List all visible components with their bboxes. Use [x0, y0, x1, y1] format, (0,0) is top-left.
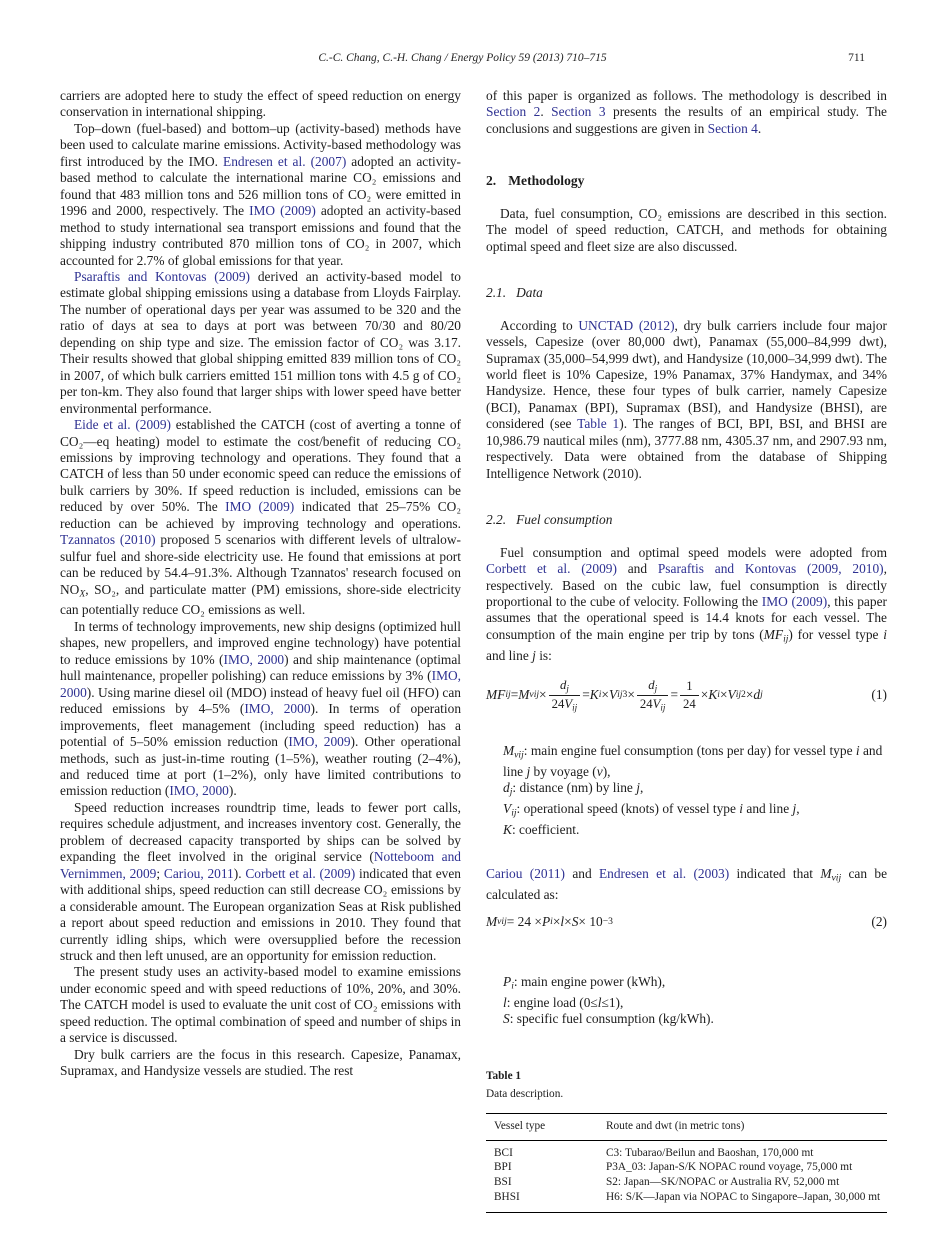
fraction: $\frac{1}{24}$: [680, 679, 699, 711]
variable-definition: dj: distance (nm) by line j,: [503, 780, 644, 798]
citation-link[interactable]: Psaraftis and Kontovas (2009): [74, 268, 250, 284]
citation-link[interactable]: IMO (2009): [761, 593, 828, 609]
intro-paragraph: of this paper is organized as follows. The methodology is described in Section 2. Section 3 presents the results of an empirical study. The conclusions and suggestions are given in Section 4.: [486, 88, 887, 136]
citation-link[interactable]: Psaraftis and Kontovas (2009, 2010): [657, 561, 884, 577]
body-paragraph: Psaraftis and Kontovas (2009) derived an activity-based model to estimate global shipping emissions using a database from Lloyds Fairplay. The number of operational days per year was assumed to be 320 and the ratio of days at sea to days at port was between 70/30 and 80/20 depending on ship type and size. The emission factor of CO₂ was 3.17. Their results showed that global shipping emitted 839 million tons of CO₂ in 2007, of which bulk carriers emitted 151 million tons with 4.5 g of CO₂ per ton-km. They also found that larger ships with lower speed have better environmental performance.: [60, 268, 461, 416]
citation-link[interactable]: Tzannatos (2010): [60, 532, 156, 548]
column-header-vessel-type: Vessel type: [494, 1119, 546, 1132]
citation-link[interactable]: IMO (2009): [225, 499, 295, 515]
cariou-paragraph: Cariou (2011) and Endresen et al. (2003) indicated that Mvij can be calculated as:: [486, 866, 888, 903]
variable-definition: S: specific fuel consumption (kg/kWh).: [503, 1011, 714, 1027]
subsection-title: Fuel consumption: [516, 512, 613, 528]
table-1: [486, 1113, 887, 1213]
data-paragraph: According to UNCTAD (2012), dry bulk carriers include four major vessels, Capesize (over 80,000 dwt), Panamax (55,000–84,999 dwt), Supramax (35,000–54,999 dwt), and Handysize (10,000–34,999 dwt). The world fleet is 10% Capesize, 19% Panamax, 37% Handymax, and 34% Handysize. Hence, these four types of bulk carrier, namely Capesize (BCI), Panamax (BPI), Supramax (BSI), and Handysize (BHSI), are considered (see Table 1). The ranges of BCI, BPI, BSI, and BHSI are 10,986.79 nautical miles (nm), 3777.88 nm, 4305.37 nm, and 2907.93 nm, respectively. Data were obtained from the database of Shipping Intelligence Network (2010).: [486, 317, 888, 481]
body-paragraph: Eide et al. (2009) established the CATCH (cost of averting a tonne of CO₂—eq heating) model to estimate the cost/benefit of reducing CO₂ emissions by improving technology and operations. They found that a CATCH of less than 50 under economic speed can reduce the emissions of bulk carriers by 30%. If speed reduction is included, emissions can be reduced by over 50%. The IMO (2009) indicated that 25–75% CO₂ reduction can be achieved by improving technology and operations. Tzannatos (2010) proposed 5 scenarios with different levels of ultralow-sulfur fuel and shore-side electricity use. He found that emissions at port can be reduced by 54.4–91.3%. Although Tzannatos' research focused on NOX, SO₂, and particulate matter (PM) emissions, shore-side electricity can potentially reduce CO₂ emissions as well.: [60, 417, 461, 618]
cell-vessel-type: BSI: [494, 1176, 512, 1189]
fraction: $\frac{dj}{\text{24Vij}}$: [637, 678, 669, 713]
citation-link[interactable]: Endresen et al. (2007): [223, 153, 347, 169]
variable-definitions-2: [503, 974, 887, 1028]
cell-route-dwt: C3: Tubarao/Beilun and Baoshan, 170,000 mt: [606, 1146, 814, 1159]
variable-definition: Pi: main engine power (kWh),: [503, 974, 666, 992]
right-column: [486, 88, 887, 1213]
equation-2: [486, 914, 887, 930]
subsection-heading-data: [486, 285, 887, 301]
citation-link[interactable]: Cariou (2011): [486, 866, 565, 882]
table-row: [486, 1176, 887, 1191]
citation-link[interactable]: Eide et al. (2009): [74, 417, 172, 433]
subsection-number: 2.1.: [486, 285, 507, 301]
citation-link[interactable]: Section 2: [486, 104, 541, 120]
fuel-consumption-paragraph: Fuel consumption and optimal speed models were adopted from Corbett et al. (2009) and Psaraftis and Kontovas (2009, 2010), respectively. Based on the cubic law, fuel consumption is directly proportional to the cube of velocity. Following the IMO (2009), this paper assumes that the operational speed is 14.4 knots for each vessel. The consumption of the main engine per trip by tons (MFij) for vessel type i and line j is:: [486, 544, 887, 663]
cell-vessel-type: BHSI: [494, 1190, 520, 1203]
equation-2-number: (2): [871, 913, 887, 929]
equation-1: [486, 678, 887, 713]
body-paragraph: Speed reduction increases roundtrip time, leads to fewer port calls, requires schedule adjustment, and increases inventory cost. Generally, the problem of decreased capacity transported by ships can be solved by expanding the fleet involved in the original service (Notteboom and Vernimmen, 2009; Cariou, 2011). Corbett et al. (2009) indicated that even with additional ships, speed reduction can still decrease CO₂ emissions by a considerable amount. The European organization Seas at Risk published a report about speed reduction and emissions in 2010. They found that currently idling ships, which were oversupplied before the recession struck and then left unused, are an opportunity for emission reduction.: [60, 799, 461, 963]
table-row: [486, 1140, 887, 1161]
citation-link[interactable]: IMO, 2009: [288, 734, 351, 750]
body-paragraph: Top–down (fuel-based) and bottom–up (activity-based) methods have been used to calculate marine emissions. Activity-based methodology was first introduced by the IMO. Endresen et al. (2007) adopted an activity-based method to calculate the international marine CO₂ emissions and found that 483 million tons and 526 million tons of CO₂ were emitted in 1996 and 2000, respectively. The IMO (2009) adopted an activity-based method to study international sea transport emissions and found that the shipping industry contributed 870 million tons of CO₂ in 2007, which accounted for 2.7% of global emissions for that year.: [60, 120, 461, 268]
body-paragraph: The present study uses an activity-based model to examine emissions under economic speed and with speed reductions of 10%, 20%, and 30%. The CATCH model is used to evaluate the unit cost of CO₂ emissions with speed reduction. The optimal combination of speed and number of ships in a service is discussed.: [60, 964, 461, 1046]
running-title: C.-C. Chang, C.-H. Chang / Energy Policy 59 (2013) 710–715: [318, 52, 607, 64]
left-column: [60, 88, 461, 1080]
table-1-caption: Data description.: [486, 1088, 564, 1101]
citation-link[interactable]: Notteboom and Vernimmen, 2009: [60, 849, 461, 881]
table-row: [486, 1191, 887, 1212]
citation-link[interactable]: Section 3: [551, 104, 606, 120]
cell-vessel-type: BCI: [494, 1146, 513, 1159]
variable-definition: Mvij: main engine fuel consumption (tons per day) for vessel type i and line j by voyage (v),: [503, 742, 883, 779]
section-number: 2.: [486, 173, 497, 189]
table-1-block: [486, 1068, 887, 1213]
citation-link[interactable]: UNCTAD (2012): [578, 317, 675, 333]
variable-definition: K: coefficient.: [503, 821, 580, 837]
citation-link[interactable]: IMO, 2000: [223, 651, 285, 667]
citation-link[interactable]: IMO (2009): [249, 203, 316, 219]
body-paragraph: Dry bulk carriers are the focus in this research. Capesize, Panamax, Supramax, and Handysize vessels are studied. The rest: [60, 1046, 461, 1079]
subsection-number: 2.2.: [486, 512, 507, 528]
cell-vessel-type: BPI: [494, 1161, 512, 1174]
cell-route-dwt: H6: S/K—Japan via NOPAC to Singapore–Japan, 30,000 mt: [606, 1190, 881, 1203]
cell-route-dwt: P3A_03: Japan-S/K NOPAC round voyage, 75,000 mt: [606, 1161, 853, 1174]
citation-link[interactable]: Cariou, 2011: [163, 865, 234, 881]
citation-link[interactable]: IMO, 2000: [244, 701, 311, 717]
section-heading-methodology: [486, 173, 887, 189]
section-title: Methodology: [508, 173, 585, 189]
table-row: [486, 1161, 887, 1176]
citation-link[interactable]: IMO, 2000: [60, 668, 461, 700]
equation-2-body: M vij = 24 × P i × l × S × 10 −3: [486, 913, 613, 929]
subsection-heading-fuel-consumption: [486, 512, 887, 528]
citation-link[interactable]: Corbett et al. (2009): [245, 865, 356, 881]
table-1-label: Table 1: [486, 1069, 522, 1082]
table-header-row: [486, 1113, 887, 1140]
citation-link[interactable]: Endresen et al. (2003): [598, 866, 730, 882]
running-head: [60, 52, 865, 68]
body-paragraph: In terms of technology improvements, new ship designs (optimized hull shapes, new propellers, and improved engine technology) have potential to reduce emissions by 10% (IMO, 2000) and ship maintenance (optimal hull maintenance, propeller polishing) can reduce emissions by 3% (IMO, 2000). Using marine diesel oil (MDO) instead of heavy fuel oil (HFO) can reduced emissions by 4–5% (IMO, 2000). In terms of operation improvements, fleet management (including speed reduction) has a potential of 5–50% emission reduction (IMO, 2009). Other operational methods, such as just-in-time routing (1–5%), weather routing (2–4%), and reduced time at port (1–2%), only have limited contributions to emission reduction (IMO, 2000).: [60, 618, 462, 799]
subsection-title: Data: [516, 285, 543, 301]
variable-definition: l: engine load (0≤l≤1),: [503, 994, 624, 1010]
citation-link[interactable]: Table 1: [577, 416, 620, 432]
body-paragraph: carriers are adopted here to study the effect of speed reduction on energy conservation in international shipping.: [60, 88, 461, 120]
variable-definitions-1: [503, 743, 887, 838]
citation-link[interactable]: Section 4: [707, 120, 758, 136]
methodology-paragraph: Data, fuel consumption, CO₂ emissions are described in this section. The model of speed reduction, CATCH, and methods for obtaining optimal speed and fleet size are also discussed.: [486, 205, 887, 254]
column-header-route-dwt: Route and dwt (in metric tons): [606, 1119, 745, 1132]
equation-1-number: (1): [871, 687, 887, 703]
citation-link[interactable]: Corbett et al. (2009): [486, 561, 617, 577]
page-number: 711: [848, 52, 865, 64]
cell-route-dwt: S2: Japan—SK/NOPAC or Australia RV, 52,000 mt: [606, 1176, 840, 1189]
citation-link[interactable]: IMO, 2000: [169, 783, 229, 799]
equation-1-body: MF ij = M vij × $\frac{dj}{\text{24Vij}}$ = K i × V ij 3 × $\frac{dj}{\text{24Vij}}$ = $\frac{1}{24}$ × K i × V ij 2 × d j: [486, 678, 763, 713]
variable-definition: Vij: operational speed (knots) of vessel type i and line j,: [503, 801, 800, 819]
fraction: $\frac{dj}{\text{24Vij}}$: [549, 678, 581, 713]
